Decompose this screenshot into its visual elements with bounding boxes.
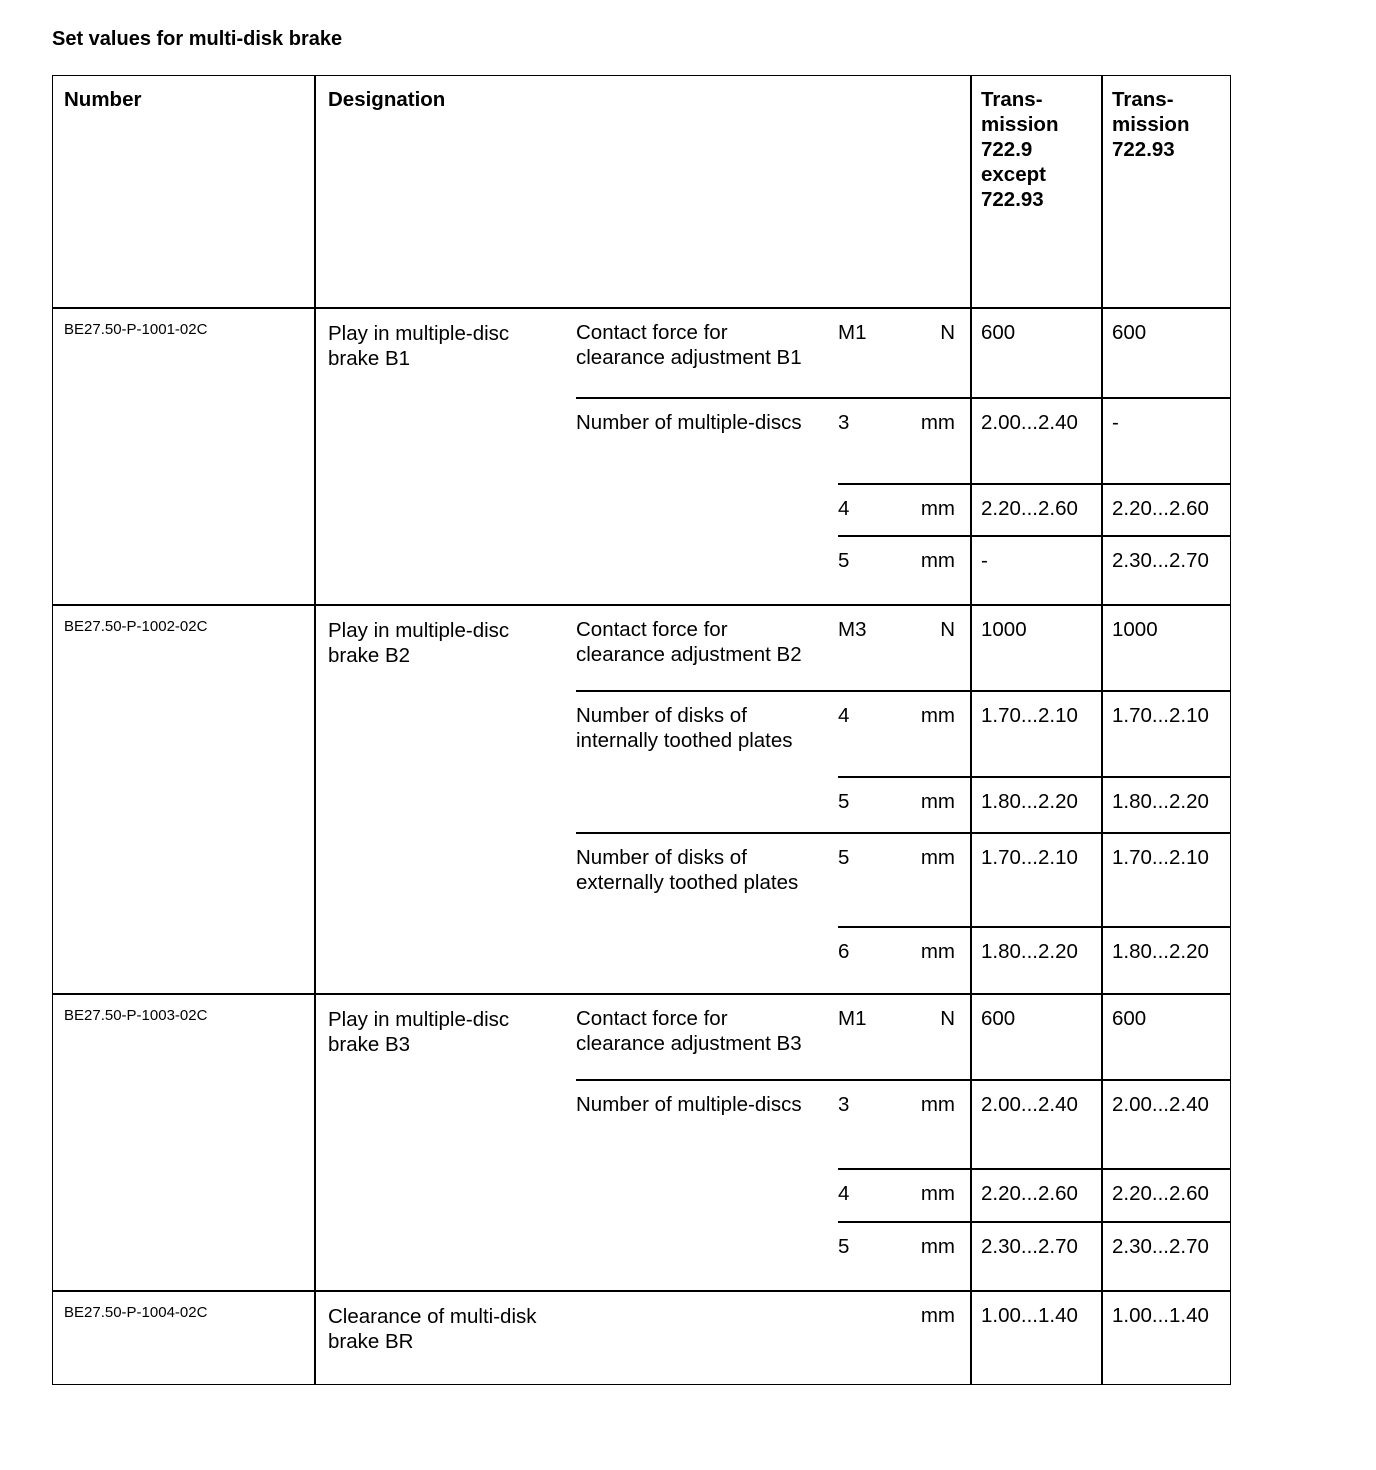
value-722-93: 2.20...2.60 bbox=[1112, 497, 1209, 520]
header-transmission-722-93-line: mission bbox=[1112, 113, 1190, 136]
parameter-description bbox=[576, 1092, 802, 1117]
header-transmission-722-9-line: except bbox=[981, 163, 1046, 186]
header-transmission-722-9-line: mission bbox=[981, 113, 1059, 136]
header-transmission-722-93 bbox=[1112, 87, 1189, 162]
designation-line: brake B2 bbox=[328, 644, 411, 667]
part-number: BE27.50-P-1002-02C bbox=[64, 618, 208, 635]
parameter-description-line: externally toothed plates bbox=[576, 871, 799, 894]
parameter-description bbox=[576, 320, 802, 370]
unit: mm bbox=[920, 411, 955, 434]
parameter-description-line: Contact force for bbox=[576, 321, 728, 344]
value-722-9: 2.20...2.60 bbox=[981, 1182, 1078, 1205]
header-number: Number bbox=[64, 88, 142, 111]
parameter-description bbox=[576, 1006, 802, 1056]
unit: mm bbox=[920, 1093, 955, 1116]
row-divider bbox=[576, 397, 1231, 399]
value-722-9: 2.20...2.60 bbox=[981, 497, 1078, 520]
value-722-9: - bbox=[981, 549, 988, 572]
designation-line: brake B3 bbox=[328, 1033, 411, 1056]
parameter-description-line: Contact force for bbox=[576, 1007, 728, 1030]
value-722-93: 2.30...2.70 bbox=[1112, 1235, 1209, 1258]
designation bbox=[328, 618, 509, 668]
unit: mm bbox=[920, 1304, 955, 1327]
parameter-value: M1 bbox=[838, 1007, 867, 1030]
row-divider bbox=[53, 993, 1231, 995]
designation-line: Play in multiple-disc bbox=[328, 322, 510, 345]
designation-line: brake B1 bbox=[328, 347, 411, 370]
value-722-93: 600 bbox=[1112, 321, 1147, 344]
value-722-93: 600 bbox=[1112, 1007, 1147, 1030]
value-722-9: 1.80...2.20 bbox=[981, 940, 1078, 963]
header-transmission-722-9-line: Trans- bbox=[981, 88, 1043, 111]
value-722-93: 1.80...2.20 bbox=[1112, 940, 1209, 963]
unit: mm bbox=[920, 704, 955, 727]
value-722-9: 1.70...2.10 bbox=[981, 704, 1078, 727]
unit: N bbox=[940, 1007, 955, 1030]
parameter-description bbox=[576, 703, 793, 753]
parameter-description-line: clearance adjustment B3 bbox=[576, 1032, 802, 1055]
value-722-9: 1.70...2.10 bbox=[981, 846, 1078, 869]
unit: mm bbox=[920, 790, 955, 813]
parameter-value: 6 bbox=[838, 940, 850, 963]
parameter-description-line: Number of multiple-discs bbox=[576, 1093, 802, 1116]
header-transmission-722-93-line: 722.93 bbox=[1112, 138, 1175, 161]
value-722-93: 1.00...1.40 bbox=[1112, 1304, 1209, 1327]
row-divider bbox=[53, 604, 1231, 606]
parameter-value: 5 bbox=[838, 790, 850, 813]
column-divider bbox=[970, 76, 972, 1385]
value-722-93: 2.20...2.60 bbox=[1112, 1182, 1209, 1205]
designation bbox=[328, 321, 509, 371]
designation-line: Clearance of multi-disk bbox=[328, 1305, 537, 1328]
row-divider bbox=[576, 1079, 1231, 1081]
parameter-description-line: clearance adjustment B2 bbox=[576, 643, 802, 666]
page-title: Set values for multi-disk brake bbox=[52, 28, 343, 50]
designation-line: brake BR bbox=[328, 1330, 414, 1353]
row-divider bbox=[838, 926, 1231, 928]
header-transmission-722-9-line: 722.9 bbox=[981, 138, 1033, 161]
parameter-value: 3 bbox=[838, 1093, 850, 1116]
value-722-9: 2.00...2.40 bbox=[981, 411, 1078, 434]
row-divider bbox=[838, 483, 1231, 485]
row-divider bbox=[576, 832, 1231, 834]
unit: mm bbox=[920, 497, 955, 520]
parameter-value: M1 bbox=[838, 321, 867, 344]
value-722-9: 1000 bbox=[981, 618, 1027, 641]
header-transmission-722-93-line: Trans- bbox=[1112, 88, 1174, 111]
designation-line: Play in multiple-disc bbox=[328, 619, 510, 642]
value-722-9: 2.30...2.70 bbox=[981, 1235, 1078, 1258]
parameter-value: 4 bbox=[838, 704, 850, 727]
value-722-93: 2.30...2.70 bbox=[1112, 549, 1209, 572]
designation bbox=[328, 1304, 537, 1354]
row-divider bbox=[838, 1168, 1231, 1170]
row-divider bbox=[53, 307, 1231, 309]
row-divider bbox=[838, 776, 1231, 778]
unit: mm bbox=[920, 846, 955, 869]
value-722-9: 600 bbox=[981, 321, 1016, 344]
parameter-description-line: Number of disks of bbox=[576, 846, 747, 869]
parameter-description bbox=[576, 410, 802, 435]
designation bbox=[328, 1007, 509, 1057]
parameter-description-line: Number of disks of bbox=[576, 704, 747, 727]
part-number: BE27.50-P-1003-02C bbox=[64, 1007, 208, 1024]
unit: mm bbox=[920, 549, 955, 572]
parameter-value: 5 bbox=[838, 549, 850, 572]
value-722-9: 1.80...2.20 bbox=[981, 790, 1078, 813]
header-designation: Designation bbox=[328, 88, 446, 111]
designation-line: Play in multiple-disc bbox=[328, 1008, 510, 1031]
value-722-93: 1.70...2.10 bbox=[1112, 846, 1209, 869]
parameter-description-line: Number of multiple-discs bbox=[576, 411, 802, 434]
value-722-93: 1000 bbox=[1112, 618, 1158, 641]
value-722-9: 1.00...1.40 bbox=[981, 1304, 1078, 1327]
parameter-value: 5 bbox=[838, 846, 850, 869]
row-divider bbox=[838, 535, 1231, 537]
row-divider bbox=[576, 690, 1231, 692]
column-divider bbox=[1101, 76, 1103, 1385]
parameter-value: 4 bbox=[838, 1182, 850, 1205]
column-divider bbox=[314, 76, 316, 1385]
value-722-93: - bbox=[1112, 411, 1119, 434]
value-722-9: 2.00...2.40 bbox=[981, 1093, 1078, 1116]
unit: N bbox=[940, 321, 955, 344]
unit: mm bbox=[920, 1182, 955, 1205]
header-transmission-722-9-line: 722.93 bbox=[981, 188, 1044, 211]
parameter-description-line: Contact force for bbox=[576, 618, 728, 641]
parameter-value: M3 bbox=[838, 618, 867, 641]
parameter-value: 5 bbox=[838, 1235, 850, 1258]
parameter-description bbox=[576, 845, 798, 895]
parameter-description-line: internally toothed plates bbox=[576, 729, 793, 752]
row-divider bbox=[53, 1290, 1231, 1292]
value-722-93: 2.00...2.40 bbox=[1112, 1093, 1209, 1116]
value-722-93: 1.80...2.20 bbox=[1112, 790, 1209, 813]
parameter-description-line: clearance adjustment B1 bbox=[576, 346, 802, 369]
value-722-93: 1.70...2.10 bbox=[1112, 704, 1209, 727]
set-values-table bbox=[52, 75, 1231, 1385]
unit: mm bbox=[920, 940, 955, 963]
row-divider bbox=[838, 1221, 1231, 1223]
parameter-value: 3 bbox=[838, 411, 850, 434]
value-722-9: 600 bbox=[981, 1007, 1016, 1030]
unit: N bbox=[940, 618, 955, 641]
parameter-description bbox=[576, 617, 802, 667]
part-number: BE27.50-P-1001-02C bbox=[64, 321, 208, 338]
part-number: BE27.50-P-1004-02C bbox=[64, 1304, 208, 1321]
header-transmission-722-9 bbox=[981, 87, 1058, 212]
unit: mm bbox=[920, 1235, 955, 1258]
parameter-value: 4 bbox=[838, 497, 850, 520]
